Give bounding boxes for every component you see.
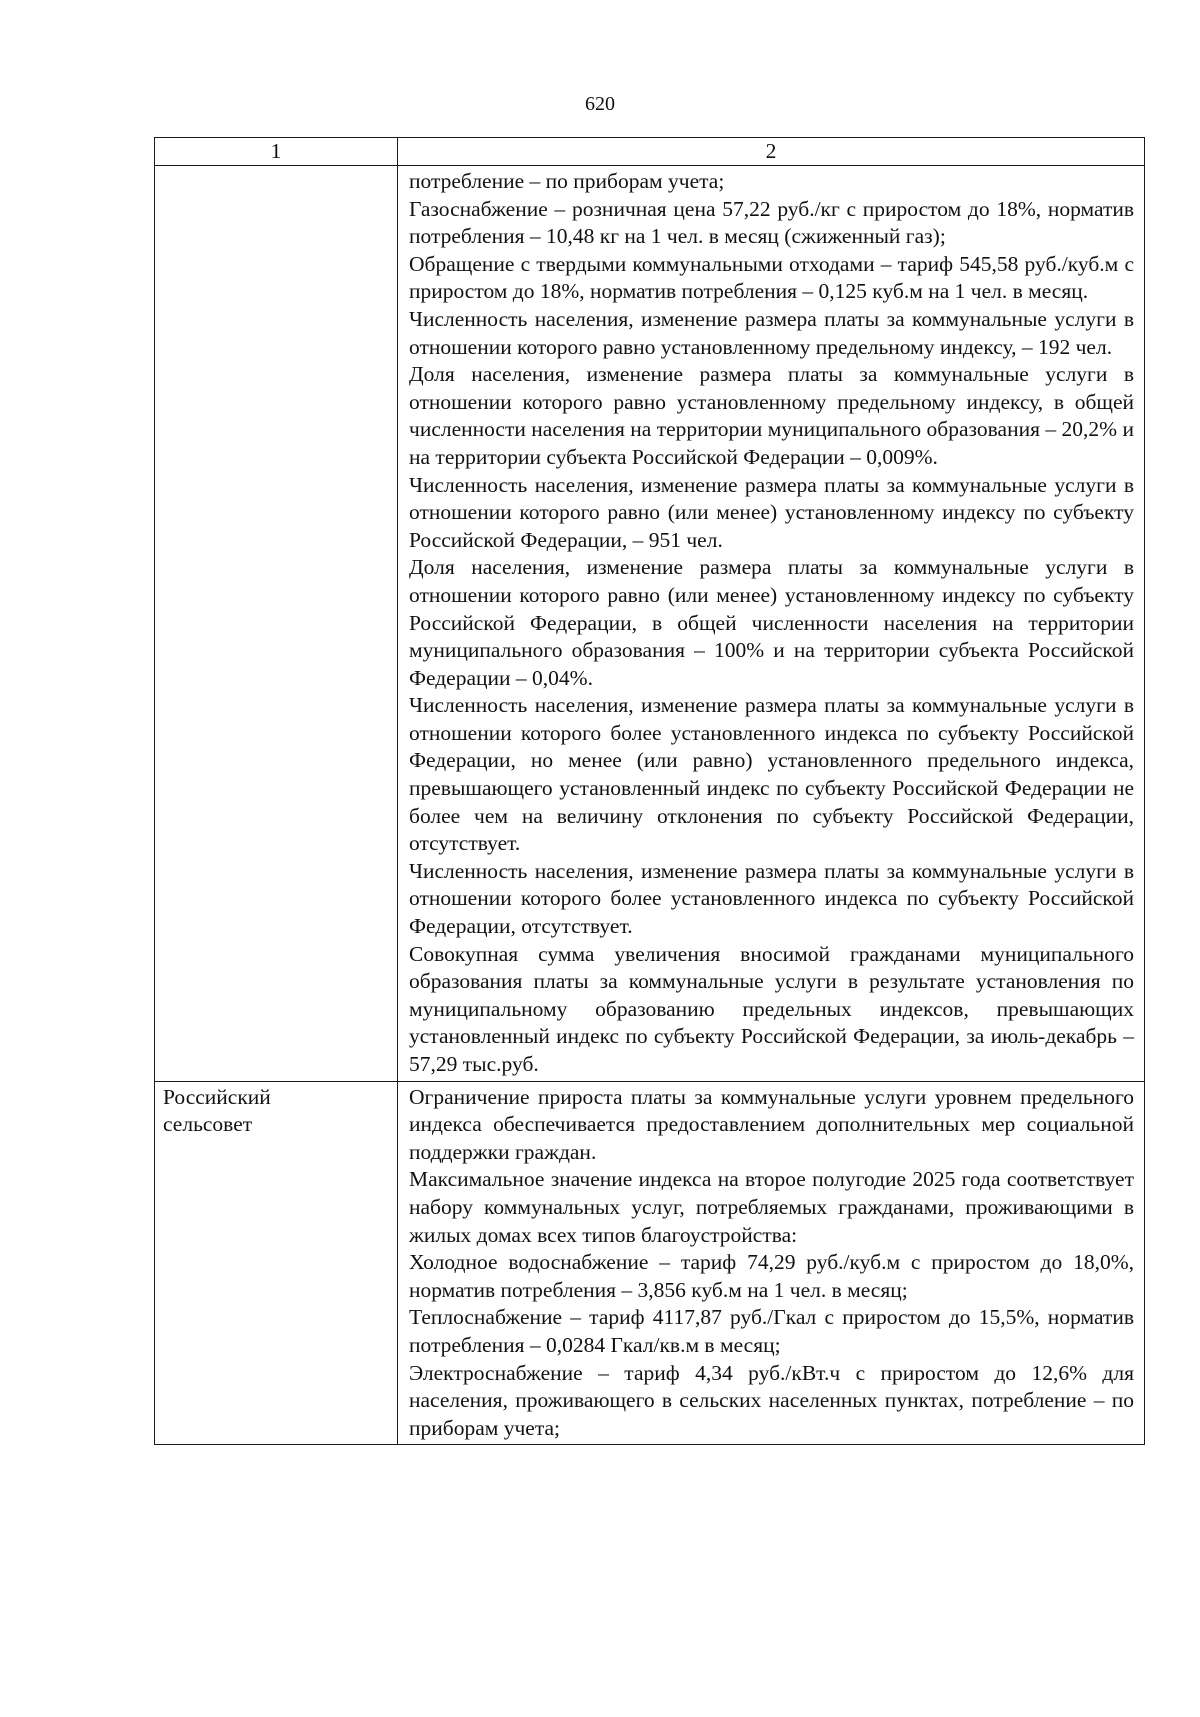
paragraph: Численность населения, изменение размера платы за коммунальные услуги в отношении которого равно (или менее) установленному индексу по субъекту Российской Федерации, – 951 чел. [409, 472, 1134, 552]
paragraph: потребление – по приборам учета; [409, 169, 725, 193]
column-header-2: 2 [398, 138, 1145, 166]
paragraph: Численность населения, изменение размера платы за коммунальные услуги в отношении которого более установленного индекса по субъекту Российской Федерации, отсутствует. [409, 858, 1134, 939]
paragraph: Доля населения, изменение размера платы за коммунальные услуги в отношении которого равно установленному предельному индексу, в общей численности населения на территории муниципального образования – 20,2% и на территории субъекта Российской Федерации – 0,009%. [409, 362, 1134, 469]
paragraph: Совокупная сумма увеличения вносимой гражданами муниципального образования платы за коммунальные услуги в результате установления по муниципальному образованию предельных индексов, превышающих установленный индекс по субъекту Российской Федерации, за июль-декабрь – 57,29 тыс.руб. [409, 941, 1134, 1076]
page-number: 620 [585, 93, 615, 115]
table-row [155, 1081, 1145, 1445]
paragraph: Электроснабжение – тариф 4,34 руб./кВт.ч с приростом до 12,6% для населения, проживающего в сельских населенных пунктах, потребление – по приборам учета; [409, 1360, 1134, 1440]
municipality-cell [155, 1081, 398, 1445]
description-cell [398, 1081, 1145, 1445]
table-header-row [155, 138, 1145, 166]
paragraph: Численность населения, изменение размера платы за коммунальные услуги в отношении которого более установленного индекса по субъекту Российской Федерации, но менее (или равно) установленного предельного индекса, превышающего установленный индекс по субъекту Российской Федерации не более чем на величину отклонения по субъекту Российской Федерации, отсутствует. [409, 693, 1134, 856]
column-header-1: 1 [155, 138, 398, 166]
table-row [155, 166, 1145, 1082]
paragraph: Холодное водоснабжение – тариф 74,29 руб./куб.м с приростом до 18,0%, норматив потребления – 3,856 куб.м на 1 чел. в месяц; [409, 1250, 1134, 1302]
paragraph: Численность населения, изменение размера платы за коммунальные услуги в отношении которого равно установленному предельному индексу, – 192 чел. [409, 306, 1134, 359]
description-cell [398, 166, 1145, 1082]
document-table [154, 137, 1145, 1445]
paragraph: Газоснабжение – розничная цена 57,22 руб./кг с приростом до 18%, норматив потребления – 10,48 кг на 1 чел. в месяц (сжиженный газ); [409, 196, 1134, 249]
municipality-cell [155, 166, 398, 1082]
municipality-name-line: сельсовет [163, 1112, 253, 1137]
paragraph: Доля населения, изменение размера платы за коммунальные услуги в отношении которого равно (или менее) установленному индексу по субъекту Российской Федерации, в общей численности населения на территории муниципального образования – 100% и на территории субъекта Российской Федерации – 0,04%. [409, 555, 1134, 690]
paragraph: Обращение с твердыми коммунальными отходами – тариф 545,58 руб./куб.м с приростом до 18%, норматив потребления – 0,125 куб.м на 1 чел. в месяц. [409, 251, 1134, 304]
paragraph: Теплоснабжение – тариф 4117,87 руб./Гкал с приростом до 15,5%, норматив потребления – 0,0284 Гкал/кв.м в месяц; [409, 1305, 1134, 1357]
municipality-name-line: Российский [163, 1084, 271, 1109]
paragraph: Ограничение прироста платы за коммунальные услуги уровнем предельного индекса обеспечивается предоставлением дополнительных мер социальной поддержки граждан. [409, 1084, 1134, 1164]
paragraph: Максимальное значение индекса на второе полугодие 2025 года соответствует набору коммунальных услуг, потребляемых гражданами, проживающими в жилых домах всех типов благоустройства: [409, 1167, 1134, 1247]
